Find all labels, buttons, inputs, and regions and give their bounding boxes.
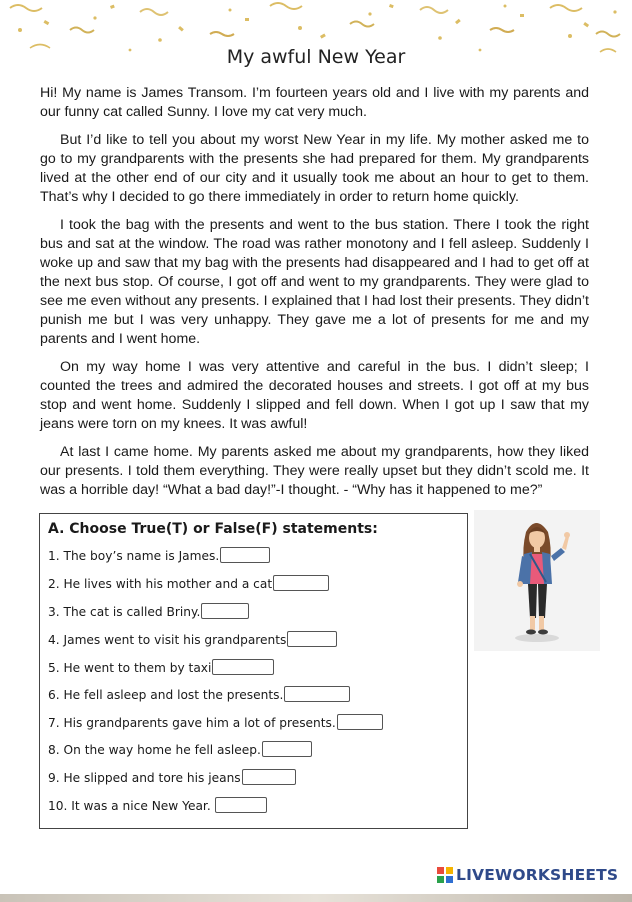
answer-input[interactable] [242, 769, 296, 785]
girl-illustration [474, 510, 600, 651]
question-text: 6. He fell asleep and lost the presents. [48, 688, 284, 702]
question-text: 2. He lives with his mother and a cat [48, 577, 273, 591]
answer-input[interactable] [220, 547, 270, 563]
answer-input[interactable] [273, 575, 329, 591]
answer-input[interactable] [215, 797, 267, 813]
answer-input[interactable] [212, 659, 274, 675]
bottom-border [0, 894, 632, 902]
story-paragraph: I took the bag with the presents and went to the bus station. There I took the right bus and sat at the window. The road was rather monotony and I fell asleep. Suddenly I woke up and saw that my bag with the presents had disappeared and I had to get off at the next bus stop. Of course, I got off and went to my grandparents. They were glad to see me even without any presents. I explained that I had lost their presents. They didn’t punish me but I was very unhappy. They gave me a lot of presents for me and my parents and I went home. [40, 217, 589, 347]
question-item [48, 603, 249, 619]
story-paragraph: On my way home I was very attentive and careful in the bus. I didn’t sleep; I counted the trees and admired the decorated houses and streets. I got off at my bus stop and went home. Suddenly I slipped and fell down. When I got up I saw that my jeans were torn on my knees. It was awful! [40, 359, 589, 432]
question-text: 3. The cat is called Briny. [48, 605, 201, 619]
story-paragraph: At last I came home. My parents asked me about my grandparents, how they liked our presents. I told them everything. They were really upset but they didn’t scold me. It was a horrible day! “What a bad day!”-I thought. - “Why has it happened to me?” [40, 444, 589, 498]
answer-input[interactable] [284, 686, 350, 702]
story-text [40, 84, 589, 509]
question-text: 5. He went to them by taxi [48, 661, 212, 675]
question-text: 1. The boy’s name is James. [48, 549, 220, 563]
question-text: 9. He slipped and tore his jeans [48, 771, 241, 785]
story-paragraph: But I’d like to tell you about my worst New Year in my life. My mother asked me to go to my grandparents with the presents she had prepared for them. My grandparents lived at the other end of our city and it usually took me about an hour to get to them. That’s why I decided to go there immediately in order to return home quickly. [40, 132, 589, 205]
answer-input[interactable] [262, 741, 312, 757]
question-text: 7. His grandparents gave him a lot of presents. [48, 716, 336, 730]
true-false-task [39, 513, 468, 829]
question-item [48, 741, 312, 757]
question-text: 8. On the way home he fell asleep. [48, 743, 261, 757]
question-item [48, 686, 350, 702]
question-item [48, 714, 383, 730]
girl-figure-icon [474, 510, 600, 651]
answer-input[interactable] [337, 714, 383, 730]
story-paragraph: Hi! My name is James Transom. I’m fourteen years old and I live with my parents and our funny cat called Sunny. I love my cat very much. [40, 85, 589, 120]
question-text: 4. James went to visit his grandparents [48, 633, 287, 647]
page-title: My awful New Year [226, 46, 406, 68]
question-item [48, 797, 267, 813]
question-item [48, 769, 296, 785]
task-heading: A. Choose True(T) or False(F) statements: [48, 521, 378, 537]
question-text: 10. It was a nice New Year. [48, 799, 211, 813]
question-item [48, 631, 337, 647]
answer-input[interactable] [201, 603, 249, 619]
liveworksheets-logo-icon [437, 867, 453, 883]
answer-input[interactable] [287, 631, 337, 647]
question-item [48, 575, 329, 591]
logo-text: LIVEWORKSHEETS [456, 866, 619, 884]
question-item [48, 547, 270, 563]
question-item [48, 659, 274, 675]
liveworksheets-logo [437, 866, 618, 884]
